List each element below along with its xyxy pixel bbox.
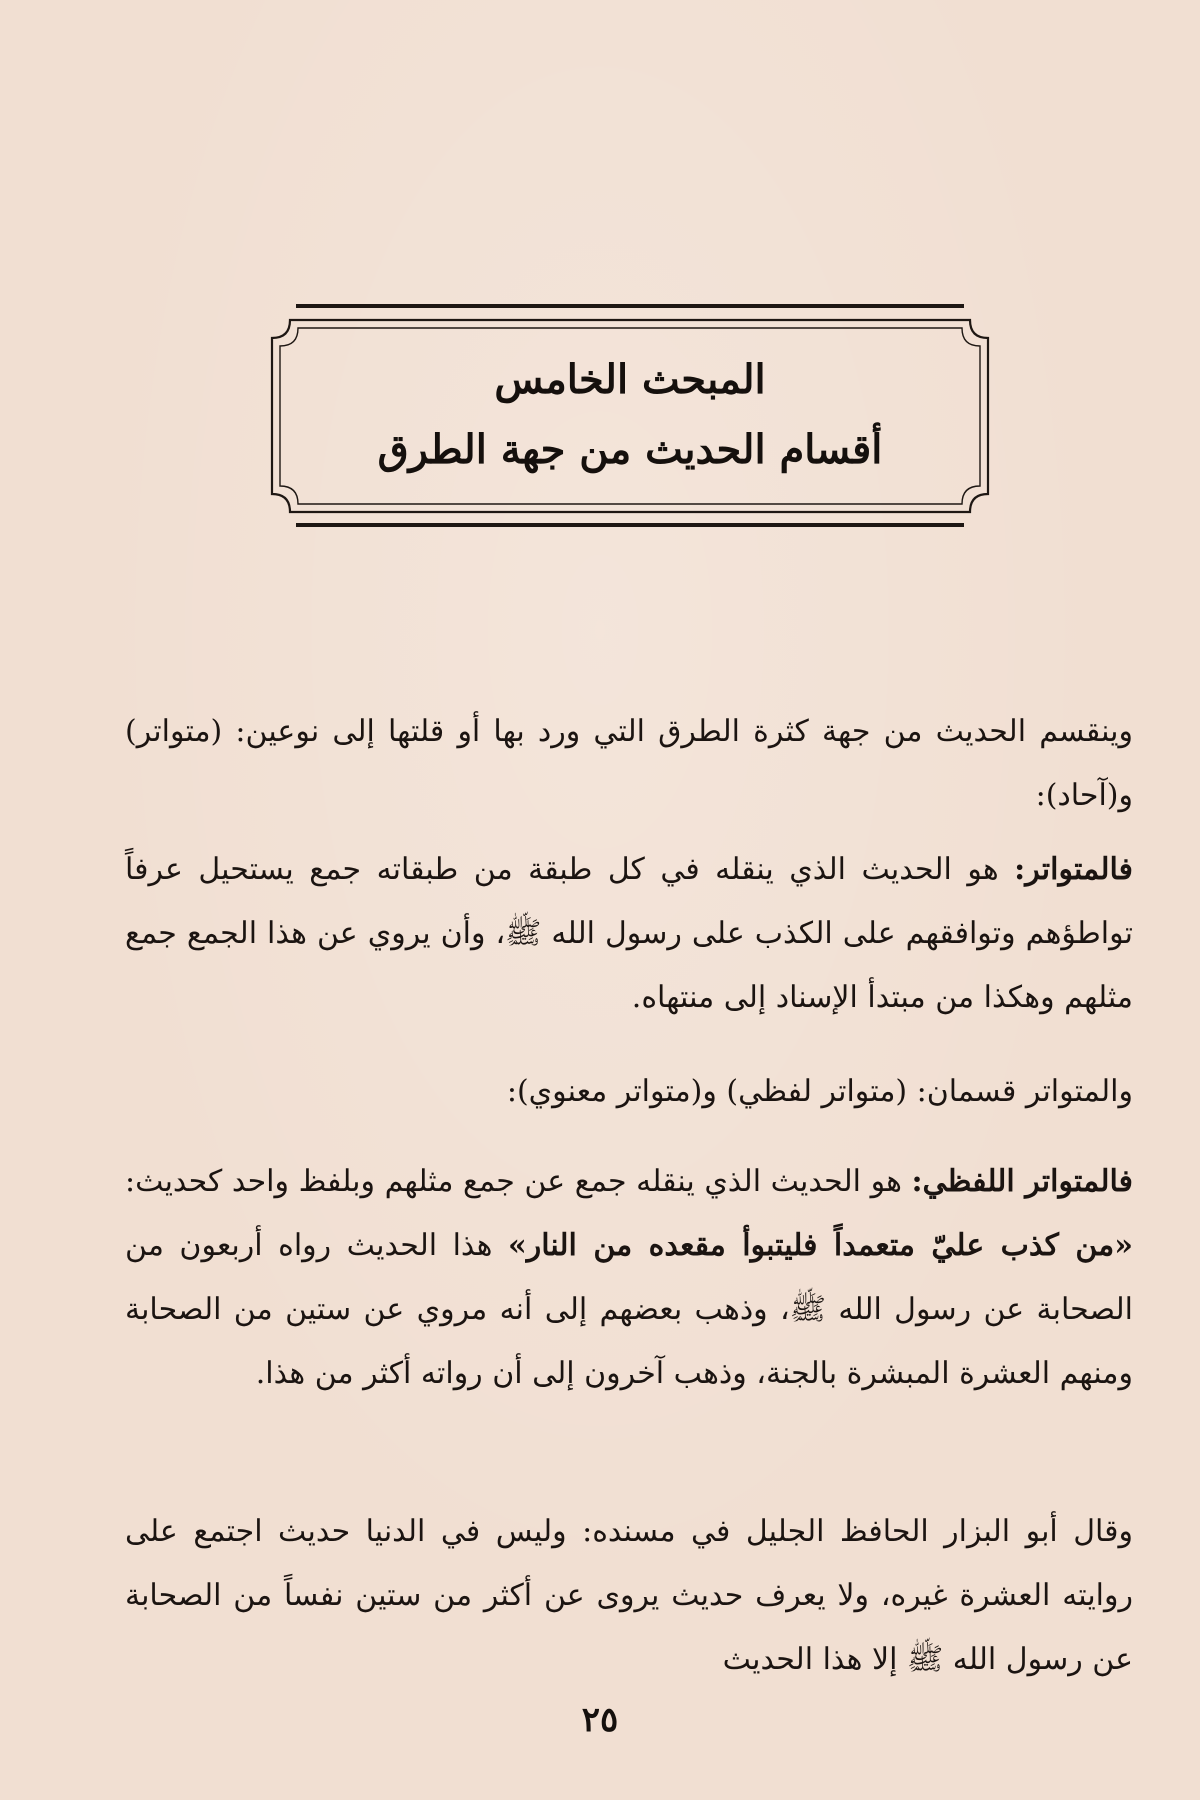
paragraph-intro — [125, 700, 1133, 828]
paragraph-lafzi-definition — [125, 1150, 1133, 1406]
title-box — [270, 318, 990, 514]
bazzar-quote-text: وقال أبو البزار الحافظ الجليل في مسنده: وليس في الدنيا حديث اجتمع على روايته العشرة غيره، ولا يعرف حديث يروى عن أكثر من ستين نفساً من الصحابة عن رسول الله ﷺ إلا هذا الحديث — [125, 1514, 1133, 1677]
section-title: أقسام الحديث من جهة الطرق — [377, 426, 883, 473]
mutawatir-definition-text: هو الحديث الذي ينقله في كل طبقة من طبقاته جمع يستحيل عرفاً تواطؤهم وتوافقهم على الكذب على رسول الله ﷺ، وأن يروي عن هذا الجمع جمع مثلهم وهكذا من مبتدأ الإسناد إلى منتهاه. — [125, 852, 1133, 1015]
page-number: ٢٥ — [581, 1700, 619, 1740]
lafzi-definition-text: هو الحديث الذي ينقله جمع عن جمع مثلهم وبلفظ واحد كحديث: — [125, 1164, 912, 1199]
mutawatir-types-text: والمتواتر قسمان: (متواتر لفظي) و(متواتر معنوي): — [506, 1074, 1133, 1109]
paragraph-intro-text: وينقسم الحديث من جهة كثرة الطرق التي ورد بها أو قلتها إلى نوعين: (متواتر) و(آحاد): — [125, 714, 1133, 813]
section-heading: المبحث الخامس — [494, 356, 766, 403]
term-mutawatir: فالمتواتر: — [1014, 852, 1133, 887]
paragraph-bazzar-quote — [125, 1500, 1133, 1692]
paragraph-mutawatir-definition — [125, 838, 1133, 1030]
hadith-quote: «من كذب عليّ متعمداً فليتبوأ مقعده من النار» — [507, 1228, 1133, 1263]
paragraph-mutawatir-types — [125, 1060, 1133, 1124]
title-top-rule — [296, 304, 964, 308]
lafzi-continuation-text: هذا الحديث رواه أربعون من الصحابة عن رسول الله ﷺ، وذهب بعضهم إلى أنه مروي عن ستين من الصحابة ومنهم العشرة المبشرة بالجنة، وذهب آخرون إلى أن رواته أكثر من هذا. — [125, 1228, 1133, 1391]
term-mutawatir-lafzi: فالمتواتر اللفظي: — [911, 1164, 1133, 1199]
title-box-frame — [270, 318, 990, 514]
title-bottom-rule — [296, 523, 964, 527]
